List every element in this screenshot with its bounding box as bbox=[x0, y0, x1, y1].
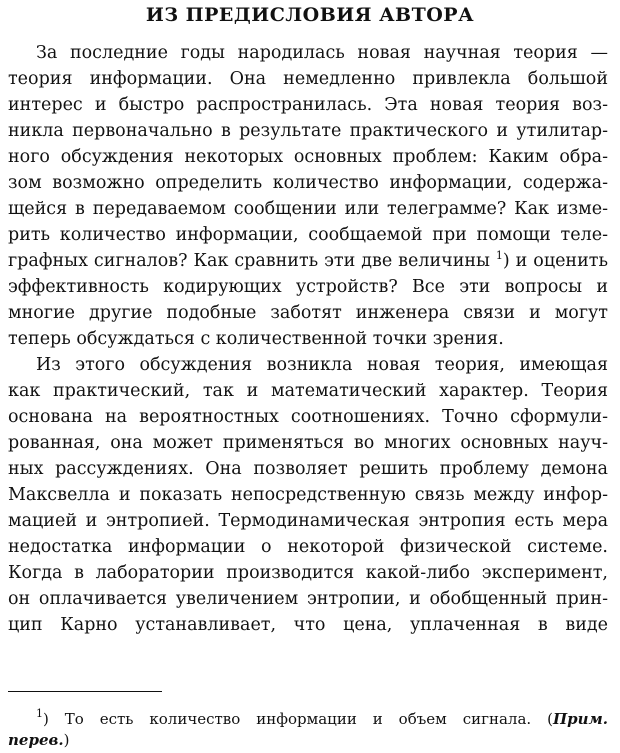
footnote-reference: 1 bbox=[495, 249, 503, 262]
text-line: рованная, она может применяться во многих основных науч- bbox=[8, 433, 608, 453]
text-line: Из этого обсуждения возникла новая теория, имеющая bbox=[36, 355, 608, 375]
text-line: как практический, так и математический характер. Теория bbox=[8, 381, 608, 401]
footnote-italic: Прим. bbox=[552, 710, 608, 728]
footnote-marker: 1 bbox=[36, 707, 43, 720]
text-line: многие другие подобные заботят инженера связи и могут bbox=[8, 303, 608, 323]
section-heading: ИЗ ПРЕДИСЛОВИЯ АВТОРА bbox=[145, 4, 475, 26]
text-line: щейся в передаваемом сообщении или телеграмме? Как изме- bbox=[8, 199, 608, 219]
text-line-with-footnote-ref bbox=[8, 248, 608, 274]
footnote-line bbox=[8, 729, 608, 751]
text-line: основана на вероятностных соотношениях. Точно сформули- bbox=[8, 407, 608, 427]
text-line: Максвелла и показать непосредственную связь между инфор- bbox=[8, 485, 608, 505]
footnote-italic: перев. bbox=[8, 731, 64, 749]
footnote-close: ) bbox=[63, 731, 70, 749]
text-line: зом возможно определить количество информации, содержа- bbox=[8, 173, 608, 193]
text-line: рить количество информации, сообщаемой при помощи теле- bbox=[8, 225, 608, 245]
text-line: мацией и энтропией. Термодинамическая энтропия есть мера bbox=[8, 511, 608, 531]
text-line: ного обсуждения некоторых основных проблем: Каким обра- bbox=[8, 147, 608, 167]
text-line: интерес и быстро распространилась. Эта новая теория воз- bbox=[8, 95, 608, 115]
text-segment: графных сигналов? Как сравнить эти две величины bbox=[8, 251, 490, 271]
text-line: За последние годы народилась новая научная теория — bbox=[36, 43, 608, 63]
text-line: эффективность кодирующих устройств? Все эти вопросы и bbox=[8, 277, 608, 297]
footnote-line bbox=[36, 708, 608, 730]
text-line: теперь обсуждаться с количественной точки зрения. bbox=[8, 329, 504, 349]
text-line: Когда в лаборатории производится какой-либо эксперимент, bbox=[8, 563, 608, 583]
text-segment: ) и оценить bbox=[502, 251, 608, 271]
text-line: никла первоначально в результате практического и утилитар- bbox=[8, 121, 608, 141]
footnote-text: ) То есть количество информации и объем сигнала. ( bbox=[43, 710, 553, 728]
text-line: недостатка информации о некоторой физической системе. bbox=[8, 537, 608, 557]
footnote-separator bbox=[8, 691, 162, 692]
text-line: ных рассуждениях. Она позволяет решить проблему демона bbox=[8, 459, 608, 479]
text-line: теория информации. Она немедленно привлекла большой bbox=[8, 69, 608, 89]
text-line: цип Карно устанавливает, что цена, уплаченная в виде bbox=[8, 615, 608, 635]
text-line: он оплачивается увеличением энтропии, и обобщенный прин- bbox=[8, 589, 608, 609]
